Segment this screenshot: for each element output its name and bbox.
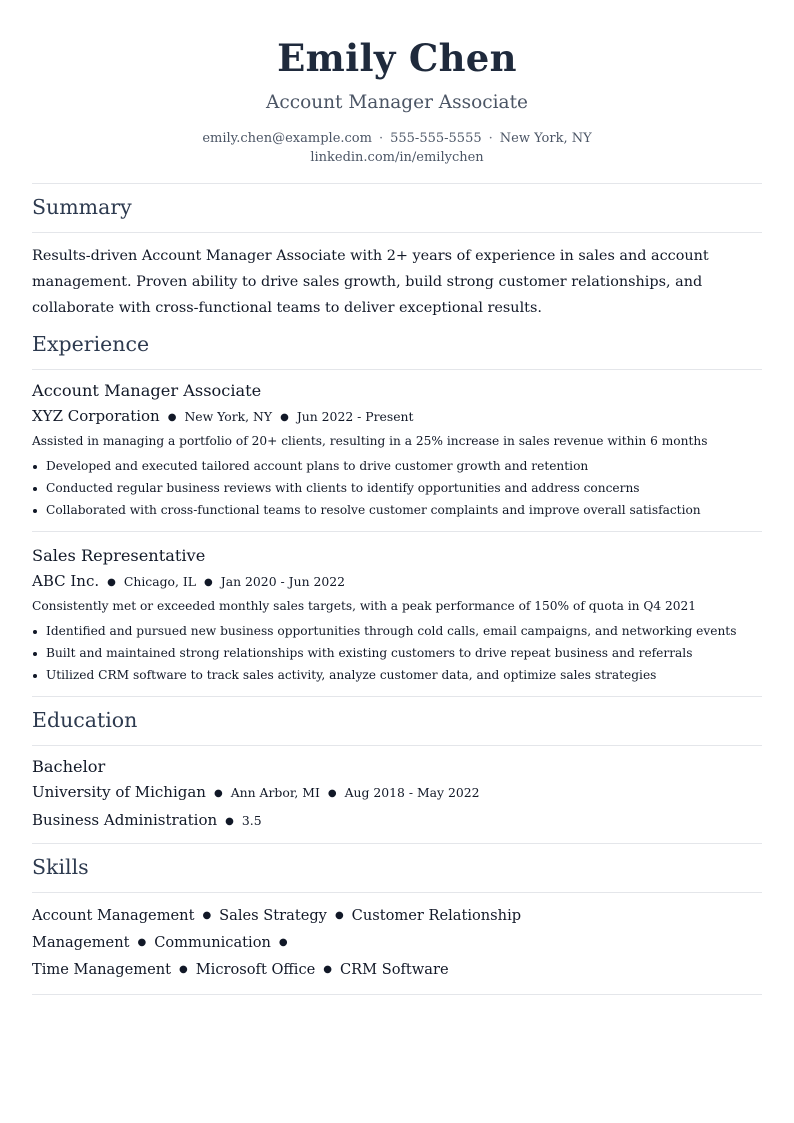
bullet-separator: ●	[225, 816, 234, 827]
divider	[32, 696, 762, 697]
bullet-separator: ●	[213, 788, 223, 799]
job-bullets	[32, 620, 762, 686]
divider	[32, 232, 762, 233]
bullet-separator: ●	[137, 937, 147, 948]
job-dates: Jun 2022 - Present	[296, 409, 414, 424]
job-bullet: Utilized CRM software to track sales activity, analyze customer data, and optimize sales strategies	[32, 664, 762, 686]
job-title: Sales Representative	[32, 546, 206, 565]
divider	[32, 994, 762, 995]
job-location: New York, NY	[184, 409, 273, 424]
divider	[32, 745, 762, 746]
skill-item: Microsoft Office	[195, 961, 316, 978]
candidate-title: Account Manager Associate	[266, 92, 528, 113]
summary-text: Results-driven Account Manager Associate with 2+ years of experience in sales and account management. Proven ability to drive sales growth, build strong customer relationships, and collaborate with cross-functional teams to deliver exceptional results.	[32, 248, 709, 316]
divider	[32, 531, 762, 532]
job-meta	[32, 406, 762, 429]
skill-item: Sales Strategy	[219, 907, 327, 924]
bullet-separator: ●	[204, 577, 213, 588]
education-dates: Aug 2018 - May 2022	[344, 785, 480, 800]
job-bullets	[32, 455, 762, 521]
job-bullet: Identified and pursued new business opportunities through cold calls, email campaigns, and networking events	[32, 620, 762, 642]
job-location: Chicago, IL	[123, 574, 197, 589]
contact-separator: ·	[378, 131, 384, 146]
skill-item: Account Management	[32, 907, 195, 924]
bullet-separator: ●	[167, 412, 177, 423]
contact-separator: ·	[488, 131, 493, 146]
section-title-summary: Summary	[32, 195, 132, 219]
job-lead: Consistently met or exceeded monthly sales targets, with a peak performance of 150% of quota in Q4 2021	[32, 599, 697, 613]
bullet-separator: ●	[327, 788, 337, 799]
candidate-name: Emily Chen	[277, 36, 517, 80]
bullet-separator: ●	[334, 910, 344, 921]
section-title-skills: Skills	[32, 855, 89, 879]
field-of-study: Business Administration	[32, 811, 218, 829]
skill-item: CRM Software	[340, 961, 449, 978]
divider	[32, 183, 762, 184]
bullet-separator: ●	[202, 910, 212, 921]
job-lead: Assisted in managing a portfolio of 20+ clients, resulting in a 25% increase in sales revenue within 6 months	[32, 434, 708, 448]
divider	[32, 892, 762, 893]
phone-number: 555-555-5555	[390, 131, 482, 146]
bullet-separator: ●	[107, 577, 116, 588]
resume-header	[32, 36, 762, 167]
job-bullet: Developed and executed tailored account plans to drive customer growth and retention	[32, 455, 762, 477]
gpa: 3.5	[241, 813, 262, 828]
company-name: XYZ Corporation	[32, 407, 160, 425]
job-bullet: Collaborated with cross-functional teams to resolve customer complaints and improve overall satisfaction	[32, 499, 762, 521]
education-section	[32, 707, 762, 844]
bullet-separator: ●	[278, 937, 288, 948]
section-title-experience: Experience	[32, 332, 150, 356]
skill-item: Time Management	[32, 961, 171, 978]
job-bullet: Built and maintained strong relationships with existing customers to drive repeat business and referrals	[32, 642, 762, 664]
skill-item: Communication	[154, 934, 271, 951]
school-location: Ann Arbor, MI	[230, 785, 320, 800]
school-meta	[32, 782, 762, 805]
company-name: ABC Inc.	[32, 572, 100, 590]
experience-section	[32, 331, 762, 697]
skills-list	[32, 903, 762, 984]
resume-page	[32, 0, 762, 1008]
school-name: University of Michigan	[32, 783, 206, 801]
contact-info	[32, 129, 762, 167]
summary-section	[32, 194, 762, 321]
experience-entry	[32, 545, 762, 686]
email-link[interactable]: emily.chen@example.com	[202, 131, 372, 146]
skill-item: Customer Relationship Management	[32, 907, 522, 951]
job-meta	[32, 571, 762, 594]
section-title-education: Education	[32, 708, 138, 732]
skills-section	[32, 854, 762, 995]
experience-entry	[32, 380, 762, 521]
divider	[32, 369, 762, 370]
linkedin-link[interactable]: linkedin.com/in/emilychen	[310, 150, 484, 165]
divider	[32, 843, 762, 844]
field-meta	[32, 810, 762, 833]
job-dates: Jan 2020 - Jun 2022	[220, 574, 346, 589]
bullet-separator: ●	[178, 964, 188, 975]
bullet-separator: ●	[323, 964, 332, 975]
bullet-separator: ●	[280, 412, 289, 423]
job-title: Account Manager Associate	[32, 381, 262, 400]
location: New York, NY	[499, 131, 592, 146]
degree: Bachelor	[32, 757, 106, 776]
job-bullet: Conducted regular business reviews with clients to identify opportunities and address concerns	[32, 477, 762, 499]
